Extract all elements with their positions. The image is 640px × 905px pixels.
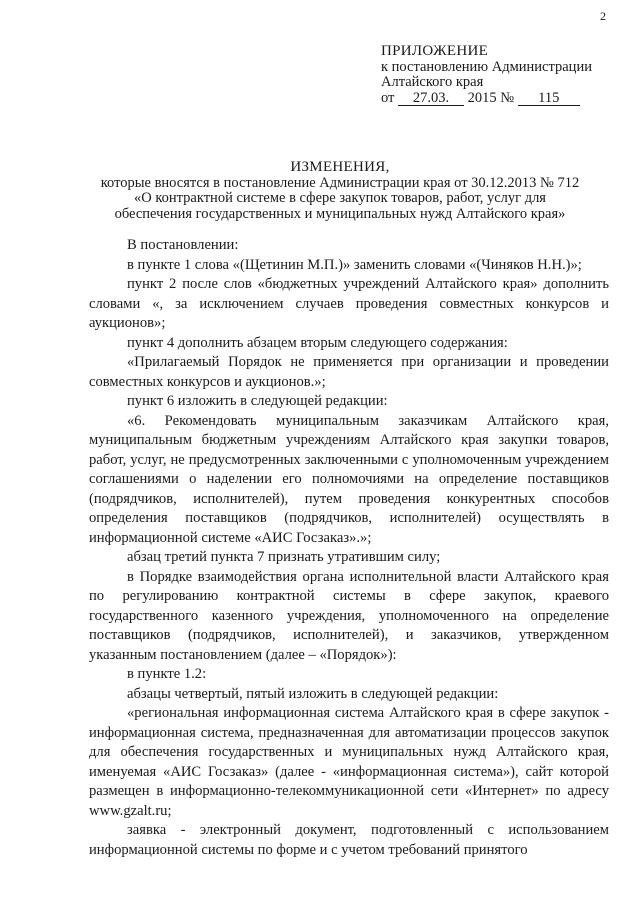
date-prefix: от bbox=[381, 89, 395, 106]
paragraph: в Порядке взаимодействия органа исполнительной власти Алтайского края по регулированию контрактной системы в сфере закупок, краевого государственного казенного учреждения, уполномоченного на определение поставщиков (подрядчиков, исполнителей), и заказчиков, утвержденном указанным постановлением (далее – «Порядок»): bbox=[89, 568, 609, 663]
year-number-label: 2015 № bbox=[467, 89, 515, 106]
title-line-1: которые вносятся в постановление Администрации края от 30.12.2013 № 712 bbox=[100, 174, 580, 191]
appendix-line-1: к постановлению Администрации bbox=[381, 58, 592, 75]
page-number: 2 bbox=[600, 9, 606, 23]
appendix-date-line bbox=[381, 91, 631, 107]
paragraph: В постановлении: bbox=[127, 237, 239, 253]
changes-title-block bbox=[60, 160, 620, 222]
paragraph: пункт 4 дополнить абзацем вторым следующего содержания: bbox=[127, 334, 508, 351]
body-text bbox=[89, 236, 609, 860]
appendix-line-2: Алтайского края bbox=[381, 74, 484, 90]
date-value: 27.03. bbox=[398, 91, 464, 106]
paragraph: в пункте 1.2: bbox=[127, 666, 207, 682]
paragraph: заявка - электронный документ, подготовленный с использованием информационной системы по форме и с учетом требований принятого bbox=[89, 822, 609, 858]
changes-title: ИЗМЕНЕНИЯ, bbox=[290, 159, 390, 175]
paragraph: «региональная информационная система Алтайского края в сфере закупок - информационная система, предназначенная для автоматизации процессов закупок для обеспечения государственных и муниципальных нужд Алтайского края, именуемая «АИС Госзаказ» (далее - «информационная система»), сайт которой размещен в информационно-телекоммуникационной сети «Интернет» по адресу www.gzalt.ru; bbox=[89, 705, 609, 819]
title-line-2: «О контрактной системе в сфере закупок товаров, работ, услуг для bbox=[134, 190, 546, 206]
title-line-3: обеспечения государственных и муниципальных нужд Алтайского края» bbox=[114, 205, 566, 222]
appendix-heading: ПРИЛОЖЕНИЕ bbox=[381, 43, 489, 59]
number-value: 115 bbox=[518, 91, 580, 106]
paragraph: пункт 2 после слов «бюджетных учреждений Алтайского края» дополнить словами «, за исключением случаев проведения совместных конкурсов и аукционов»; bbox=[89, 276, 609, 331]
paragraph: «6. Рекомендовать муниципальным заказчикам Алтайского края, муниципальным бюджетным учреждениям Алтайского края закупки товаров, работ, услуг, не предусмотренных заключенными с уполномоченным учреждением соглашениями о наделении его полномочиями на определение поставщиков (подрядчиков, исполнителей), путем проведения конкурентных способов определения поставщиков (подрядчиков, исполнителей) осуществлять в информационной системе «АИС Госзаказ».»; bbox=[89, 412, 609, 546]
paragraph: пункт 6 изложить в следующей редакции: bbox=[127, 393, 388, 409]
paragraph: в пункте 1 слова «(Щетинин М.П.)» заменить словами «(Чиняков Н.Н.)»; bbox=[127, 256, 582, 273]
appendix-block bbox=[381, 44, 631, 106]
paragraph: абзацы четвертый, пятый изложить в следующей редакции: bbox=[127, 685, 499, 702]
paragraph: абзац третий пункта 7 признать утратившим силу; bbox=[127, 549, 441, 565]
paragraph: «Прилагаемый Порядок не применяется при организации и проведении совместных конкурсов и аукционов.»; bbox=[89, 354, 609, 390]
